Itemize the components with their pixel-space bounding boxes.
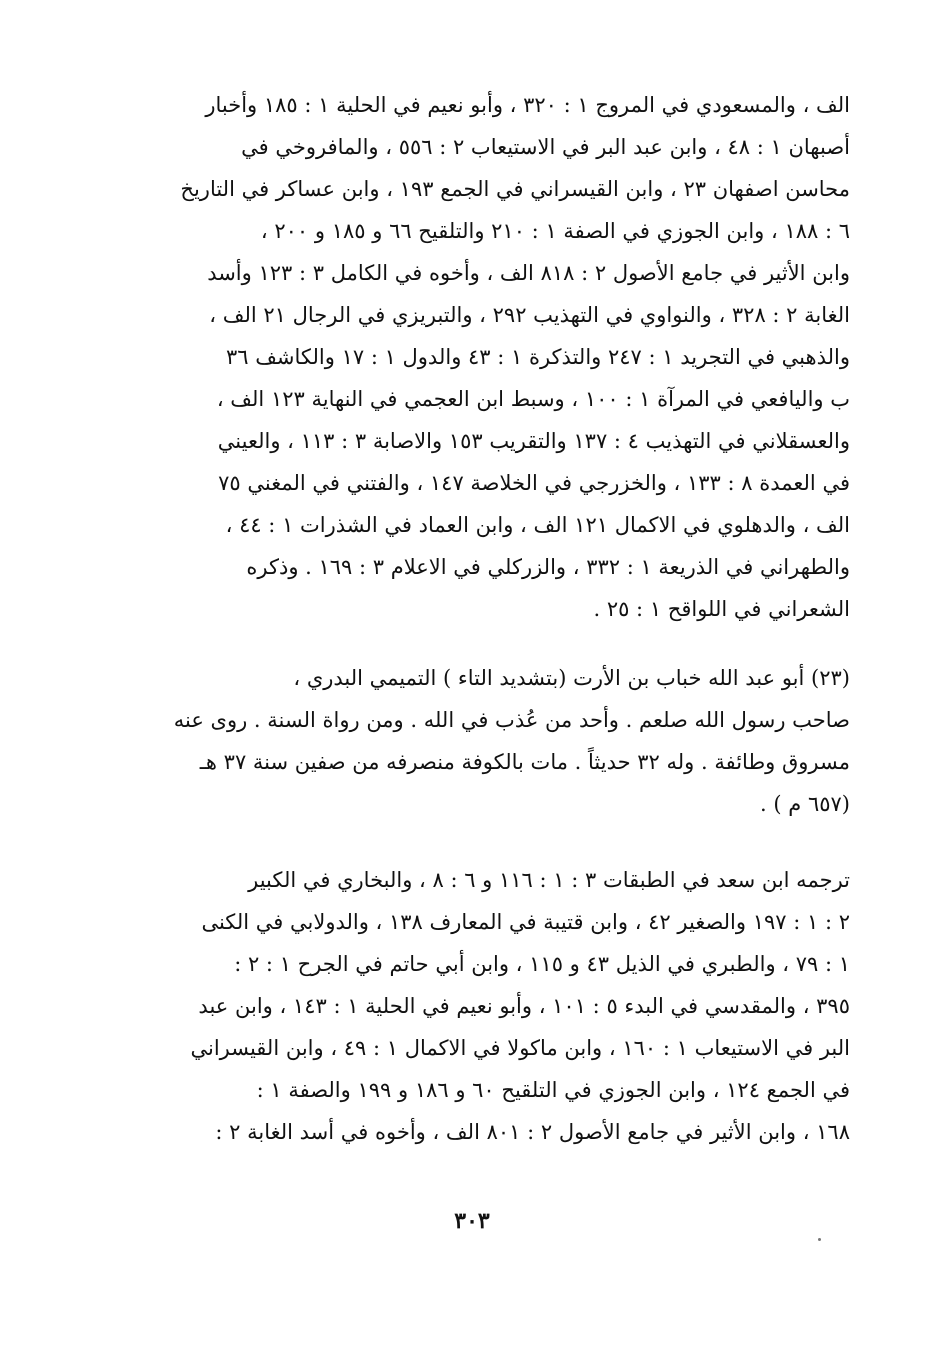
text-line: الف ، والدهلوي في الاكمال ١٢١ الف ، وابن العماد في الشذرات ١ : ٤٤ ، — [225, 513, 850, 537]
text-line: والعسقلاني في التهذيب ٤ : ١٣٧ والتقريب ١٥٣ والاصابة ٣ : ١١٣ ، والعيني — [217, 429, 850, 453]
text-line: في الجمع ١٢٤ ، وابن الجوزي في التلقيح ٦٠ و ١٨٦ و ١٩٩ والصفة ١ : — [256, 1078, 850, 1102]
text-line: البر في الاستيعاب ١ : ١٦٠ ، وابن ماكولا في الاكمال ١ : ٤٩ ، وابن القيسراني — [190, 1036, 850, 1060]
text-line: أصبهان ١ : ٤٨ ، وابن عبد البر في الاستيعاب ٢ : ٥٥٦ ، والمافروخي في — [241, 135, 850, 159]
text-line: ترجمه ابن سعد في الطبقات ٣ : ١ : ١١٦ و ٦ : ٨ ، والبخاري في الكبير — [248, 868, 850, 892]
references-paragraph — [150, 84, 850, 630]
text-line: ١٦٨ ، وابن الأثير في جامع الأصول ٢ : ٨٠١ الف ، وأخوه في أسد الغابة ٢ : — [215, 1120, 850, 1144]
text-line: والطهراني في الذريعة ١ : ٣٣٢ ، والزركلي في الاعلام ٣ : ١٦٩ . وذكره — [246, 555, 850, 579]
text-line: صاحب رسول الله صلعم . وأحد من عُذب في الله . ومن رواة السنة . روى عنه — [173, 708, 850, 732]
scan-speck — [818, 1238, 821, 1241]
text-line: مسروق وطائفة . وله ٣٢ حديثاً . مات بالكوفة منصرفه من صفين سنة ٣٧ هـ — [199, 750, 850, 774]
text-line: ب واليافعي في المرآة ١ : ١٠٠ ، وسبط ابن العجمي في النهاية ١٢٣ الف ، — [216, 387, 850, 411]
text-line: ١ : ٧٩ ، والطبري في الذيل ٤٣ و ١١٥ ، وابن أبي حاتم في الجرح ١ : ٢ : — [234, 952, 850, 976]
text-line: الف ، والمسعودي في المروج ١ : ٣٢٠ ، وأبو نعيم في الحلية ١ : ١٨٥ وأخبار — [205, 93, 850, 117]
text-line: والذهبي في التجريد ١ : ٢٤٧ والتذكرة ١ : ٤٣ والدول ١ : ١٧ والكاشف ٣٦ — [225, 345, 850, 369]
text-line: في العمدة ٨ : ١٣٣ ، والخزرجي في الخلاصة ١٤٧ ، والفتني في المغني ٧٥ — [218, 471, 850, 495]
text-line: ٦ : ١٨٨ ، وابن الجوزي في الصفة ١ : ٢١٠ والتلقيح ٦٦ و ١٨٥ و ٢٠٠ ، — [260, 219, 850, 243]
text-line: الشعراني في اللواقح ١ : ٢٥ . — [593, 597, 850, 621]
text-line: ٣٩٥ ، والمقدسي في البدء ٥ : ١٠١ ، وأبو نعيم في الحلية ١ : ١٤٣ ، وابن عبد — [198, 994, 850, 1018]
text-line: (٢٣) أبو عبد الله خباب بن الأرت (بتشديد التاء ) التميمي البدري ، — [293, 666, 850, 690]
text-line: محاسن اصفهان ٢٣ ، وابن القيسراني في الجمع ١٩٣ ، وابن عساكر في التاريخ — [180, 177, 850, 201]
text-line: (٦٥٧ م ) . — [760, 792, 850, 816]
text-line: ٢ : ١ : ١٩٧ والصغير ٤٢ ، وابن قتيبة في المعارف ١٣٨ ، والدولابي في الكنى — [201, 910, 850, 934]
translation-references-paragraph — [150, 859, 850, 1153]
text-line: وابن الأثير في جامع الأصول ٢ : ٨١٨ الف ، وأخوه في الكامل ٣ : ١٢٣ وأسد — [207, 261, 850, 285]
page-number: ٣٠٣ — [454, 1208, 490, 1234]
text-line: الغابة ٢ : ٣٢٨ ، والنواوي في التهذيب ٢٩٢ ، والتبريزي في الرجال ٢١ الف ، — [209, 303, 850, 327]
biography-entry-23 — [150, 657, 850, 825]
